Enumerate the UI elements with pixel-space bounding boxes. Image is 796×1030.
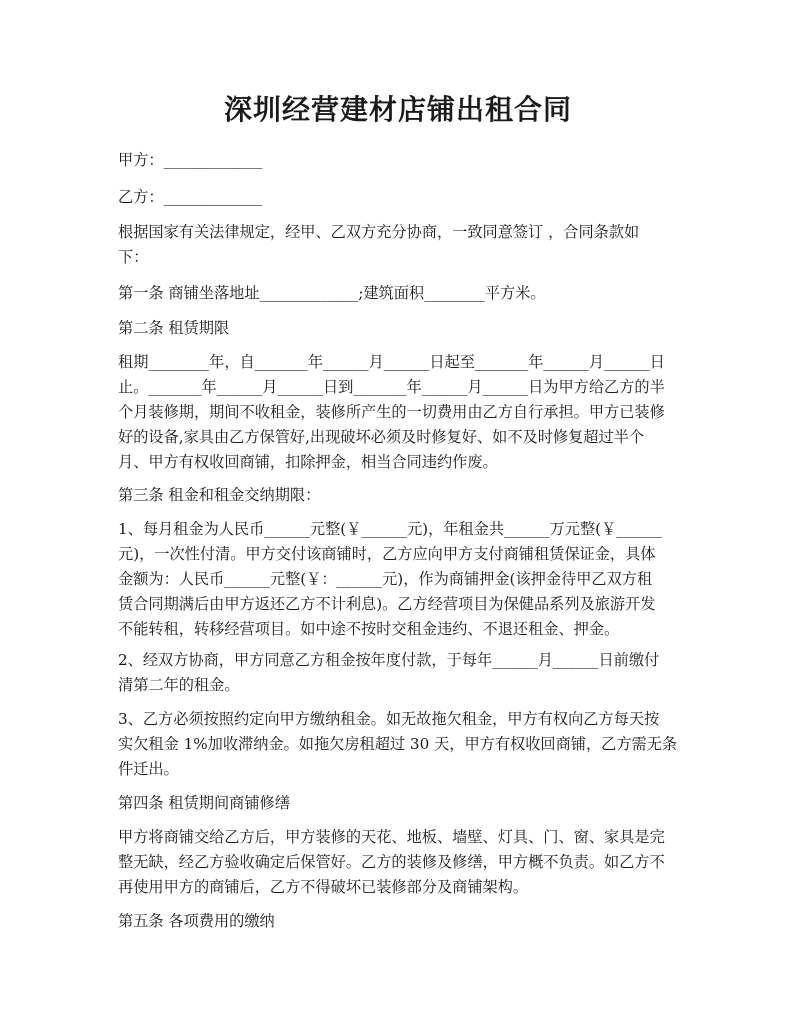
text-line: 件迁出。 xyxy=(118,760,179,778)
intro-paragraph xyxy=(118,220,683,270)
text-line: 租期________年，自_______年______月______日起至_______年______月______日 xyxy=(118,353,665,371)
article-4-body xyxy=(118,825,683,900)
article-3-clause-3 xyxy=(118,707,683,782)
article-4-heading: 第四条 租赁期间商铺修缮 xyxy=(118,794,290,812)
article-2-heading: 第二条 租赁期限 xyxy=(118,319,230,337)
text-line: 1、每月租金为人民币______元整(￥______元)，年租金共______万元整(￥______ xyxy=(118,520,662,538)
party-b-line: 乙方：_____________ xyxy=(118,188,263,206)
text-line: 金额为：人民币______元整(￥：______元)，作为商铺押金(该押金待甲乙双方租 xyxy=(118,570,653,588)
party-a-line: 甲方：_____________ xyxy=(118,151,263,169)
text-line: 实欠租金 1%加收滞纳金。如拖欠房租超过 30 天，甲方有权收回商铺，乙方需无条 xyxy=(118,735,678,753)
text-line: 元)，一次性付清。甲方交付该商铺时，乙方应向甲方支付商铺租赁保证金，具体 xyxy=(118,545,656,563)
text-line: 清第二年的租金。 xyxy=(118,676,240,694)
text-line: 甲方将商铺交给乙方后，甲方装修的天花、地板、墙壁、灯具、门、窗、家具是完 xyxy=(118,828,665,846)
text-line: 3、乙方必须按照约定向甲方缴纳租金。如无故拖欠租金，甲方有权向乙方每天按 xyxy=(118,710,660,728)
text-line: 好的设备,家具由乙方保管好,出现破坏必须及时修复好、如不及时修复超过半个 xyxy=(118,428,645,446)
text-line: 止。_______年______月______日到_______年______月______日为甲方给乙方的半 xyxy=(118,378,665,396)
text-line: 赁合同期满后由甲方返还乙方不计利息)。乙方经营项目为保健品系列及旅游开发 xyxy=(118,595,656,613)
document-title: 深圳经营建材店铺出租合同 xyxy=(223,93,572,126)
article-3-clause-1 xyxy=(118,517,683,642)
article-5-heading: 第五条 各项费用的缴纳 xyxy=(118,912,275,930)
article-3-clause-2 xyxy=(118,648,683,698)
text-line: 2、经双方协商，甲方同意乙方租金按年度付款，于每年______月______日前缴付 xyxy=(118,651,660,669)
article-1: 第一条 商铺坐落地址_____________;建筑面积________平方米。 xyxy=(118,284,546,302)
article-3-heading: 第三条 租金和租金交纳期限： xyxy=(118,486,321,504)
text-line: 整无缺，经乙方验收确定后保管好。乙方的装修及修缮，甲方概不负责。如乙方不 xyxy=(118,853,665,871)
text-line: 再使用甲方的商铺后，乙方不得破坏已装修部分及商铺架构。 xyxy=(118,878,529,896)
text-line: 月、甲方有权收回商铺，扣除押金，相当合同违约作废。 xyxy=(118,453,498,471)
text-line: 下： xyxy=(118,248,149,266)
text-line: 个月装修期，期间不收租金，装修所产生的一切费用由乙方自行承担。甲方已装修 xyxy=(118,403,665,421)
text-line: 不能转租，转移经营项目。如中途不按时交租金违约、不退还租金、押金。 xyxy=(118,620,620,638)
text-line: 根据国家有关法律规定，经甲、乙双方充分协商，一致同意签订 ，合同条款如 xyxy=(118,223,640,241)
article-2-body xyxy=(118,350,683,475)
